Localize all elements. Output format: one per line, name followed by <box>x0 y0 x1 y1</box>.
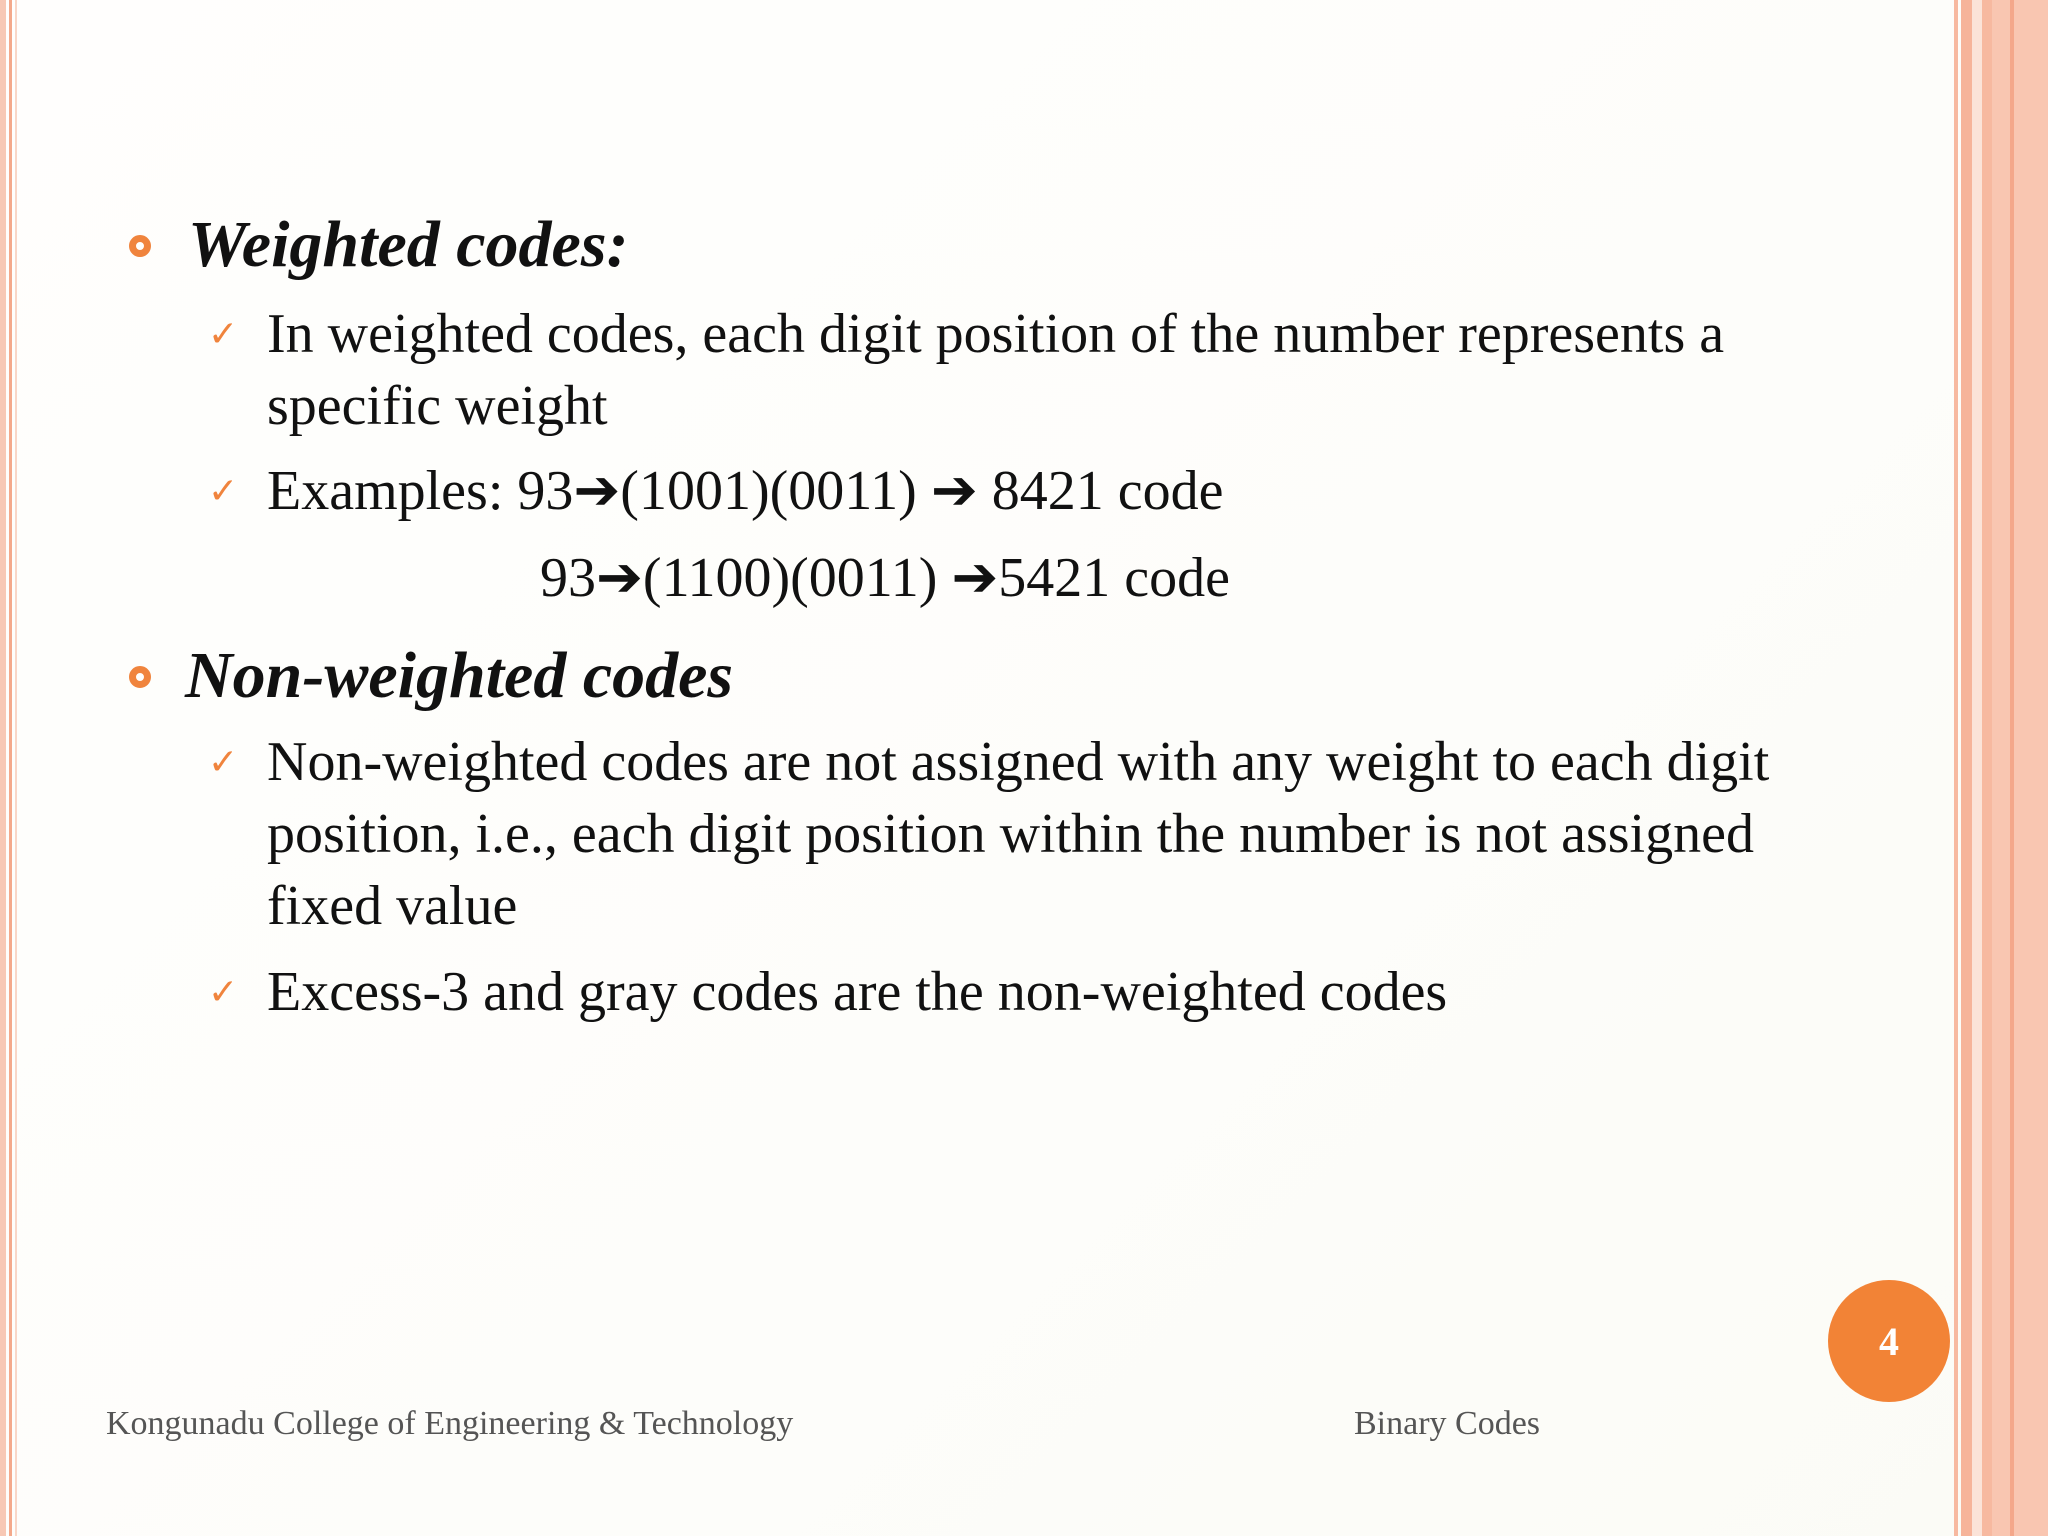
checkmark-icon: ✓ <box>208 972 239 1013</box>
orange-ring-bullet-icon <box>129 666 151 688</box>
page-number: 4 <box>1879 1318 1899 1364</box>
bullet-text-line: specific weight <box>267 375 608 437</box>
left-border-stripe <box>0 0 6 1536</box>
left-border-stripe <box>15 0 17 1536</box>
left-border-stripe <box>9 0 12 1536</box>
example-line-5421: 93➔(1100)(0011) ➔5421 code <box>540 547 1230 609</box>
section-heading-non-weighted: Non-weighted codes <box>185 639 734 712</box>
right-border-stripe <box>1961 0 1972 1536</box>
bullet-text-line: fixed value <box>267 875 518 937</box>
checkmark-icon: ✓ <box>208 471 239 512</box>
right-border-stripe <box>2010 0 2014 1536</box>
right-border-stripe <box>1972 0 1982 1536</box>
right-border-stripe <box>1982 0 1992 1536</box>
right-border-stripe <box>1992 0 2048 1536</box>
example-line-8421: Examples: 93➔(1001)(0011) ➔ 8421 code <box>267 460 1224 522</box>
checkmark-icon: ✓ <box>208 314 239 355</box>
bullet-text-line: In weighted codes, each digit position of the number represents a <box>267 303 1725 365</box>
checkmark-icon: ✓ <box>208 742 239 783</box>
bullet-text-line: Non-weighted codes are not assigned with any weight to each digit <box>267 731 1770 793</box>
orange-ring-bullet-icon <box>129 235 151 257</box>
page-number-badge <box>1828 1280 1950 1402</box>
section-heading-weighted: Weighted codes: <box>188 208 629 281</box>
right-border-stripe <box>1954 0 1958 1536</box>
footer-institution: Kongunadu College of Engineering & Technology <box>106 1405 794 1442</box>
bullet-text-line: Excess-3 and gray codes are the non-weighted codes <box>267 961 1448 1023</box>
footer-topic: Binary Codes <box>1354 1405 1541 1442</box>
bullet-text-line: position, i.e., each digit position within the number is not assigned <box>267 803 1754 865</box>
